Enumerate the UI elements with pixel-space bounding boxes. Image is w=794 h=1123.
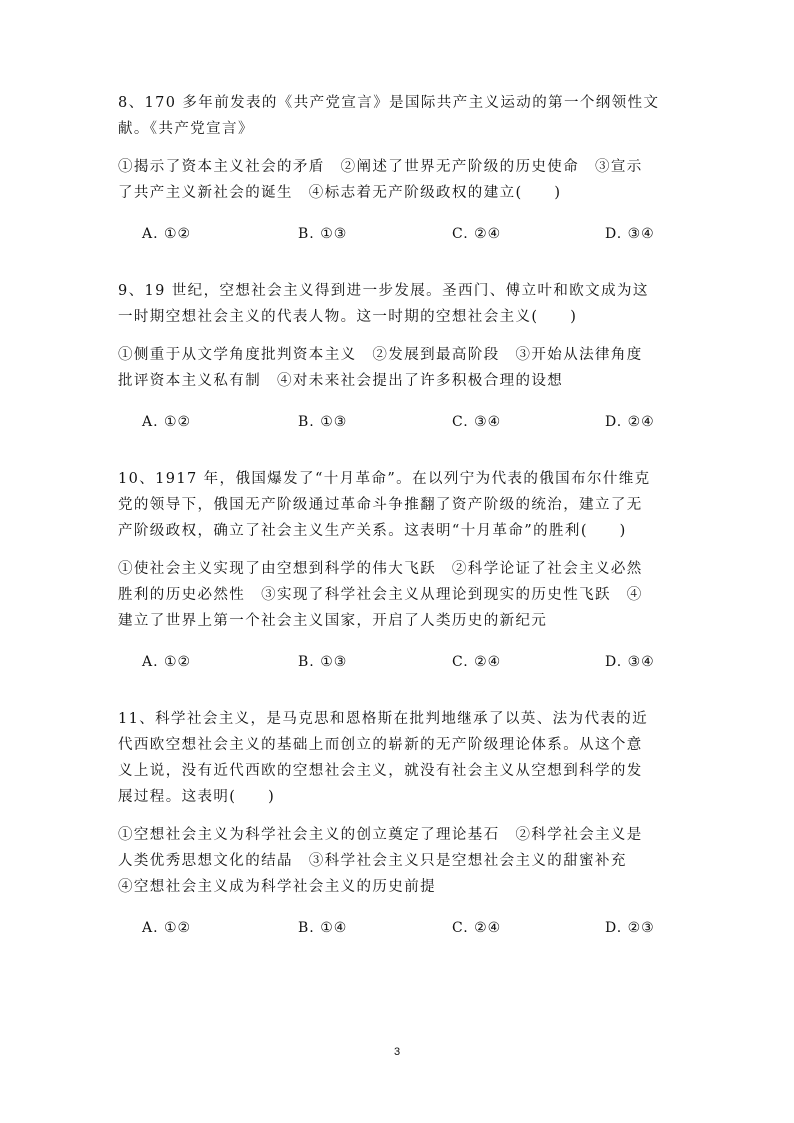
choice-b: B. ①④	[298, 920, 348, 936]
statement-line: 批评资本主义私有制 ④对未来社会提出了许多积极合理的设想	[118, 373, 564, 389]
choice-a: A. ①②	[142, 414, 192, 430]
statement-line: 人类优秀思想文化的结晶 ③科学社会主义只是空想社会主义的甜蜜补充	[118, 853, 627, 869]
choice-c: C. ②④	[452, 654, 502, 670]
choice-c: C. ②④	[452, 226, 502, 242]
statement-list	[118, 342, 678, 394]
statement-line: ①侧重于从文学角度批判资本主义 ②发展到最高阶段 ③开始从法律角度	[118, 347, 643, 363]
statement-line: ④空想社会主义成为科学社会主义的历史前提	[118, 879, 436, 895]
question-stem-line: 义上说，没有近代西欧的空想社会主义，就没有社会主义从空想到科学的发	[118, 763, 643, 779]
choice-a: A. ①②	[142, 920, 192, 936]
question-10	[118, 466, 678, 680]
statement-list	[118, 556, 678, 634]
statement-line: ①使社会主义实现了由空想到科学的伟大飞跃 ②科学论证了社会主义必然	[118, 561, 643, 577]
question-11	[118, 706, 678, 946]
statement-line: ①揭示了资本主义社会的矛盾 ②阐述了世界无产阶级的历史使命 ③宣示	[118, 159, 643, 175]
answer-choices	[118, 226, 678, 252]
question-stem-line: 8、170 多年前发表的《共产党宣言》是国际共产主义运动的第一个纲领性文	[118, 95, 660, 111]
choice-a: A. ①②	[142, 226, 192, 242]
choice-d: D. ③④	[605, 654, 655, 670]
choice-b: B. ①③	[298, 414, 348, 430]
question-stem-line: 代西欧空想社会主义的基础上而创立的崭新的无产阶级理论体系。从这个意	[118, 737, 643, 753]
statement-line: 建立了世界上第一个社会主义国家，开启了人类历史的新纪元	[118, 613, 548, 629]
choice-d: D. ②④	[605, 414, 655, 430]
choice-b: B. ①③	[298, 654, 348, 670]
choice-d: D. ②③	[605, 920, 655, 936]
choice-d: D. ③④	[605, 226, 655, 242]
question-stem-line: 一时期空想社会主义的代表人物。这一时期的空想社会主义( )	[118, 309, 578, 325]
answer-choices	[118, 654, 678, 680]
choice-b: B. ①③	[298, 226, 348, 242]
question-stem-line: 11、科学社会主义，是马克思和恩格斯在批判地继承了以英、法为代表的近	[118, 711, 649, 727]
statement-line: ①空想社会主义为科学社会主义的创立奠定了理论基石 ②科学社会主义是	[118, 827, 643, 843]
question-stem-line: 献。《共产党宣言》	[118, 121, 254, 137]
choice-a: A. ①②	[142, 654, 192, 670]
statement-list	[118, 154, 678, 206]
statement-line: 胜利的历史必然性 ③实现了科学社会主义从理论到现实的历史性飞跃 ④	[118, 587, 643, 603]
document-body	[118, 90, 678, 972]
question-stem-line: 党的领导下，俄国无产阶级通过革命斗争推翻了资产阶级的统治，建立了无	[118, 497, 643, 513]
answer-choices	[118, 920, 678, 946]
question-8	[118, 90, 678, 252]
question-9	[118, 278, 678, 440]
choice-c: C. ②④	[452, 920, 502, 936]
statement-line: 了共产主义新社会的诞生 ④标志着无产阶级政权的建立( )	[118, 185, 562, 201]
question-stem-line: 产阶级政权，确立了社会主义生产关系。这表明“十月革命”的胜利( )	[118, 523, 627, 539]
page-number: 3	[393, 1046, 401, 1058]
question-stem-line: 10、1917 年，俄国爆发了“十月革命”。在以列宁为代表的俄国布尔什维克	[118, 471, 651, 487]
statement-list	[118, 822, 678, 900]
choice-c: C. ③④	[452, 414, 502, 430]
question-stem-line: 9、19 世纪，空想社会主义得到进一步发展。圣西门、傅立叶和欧文成为这	[118, 283, 649, 299]
question-stem-line: 展过程。这表明( )	[118, 789, 276, 805]
answer-choices	[118, 414, 678, 440]
